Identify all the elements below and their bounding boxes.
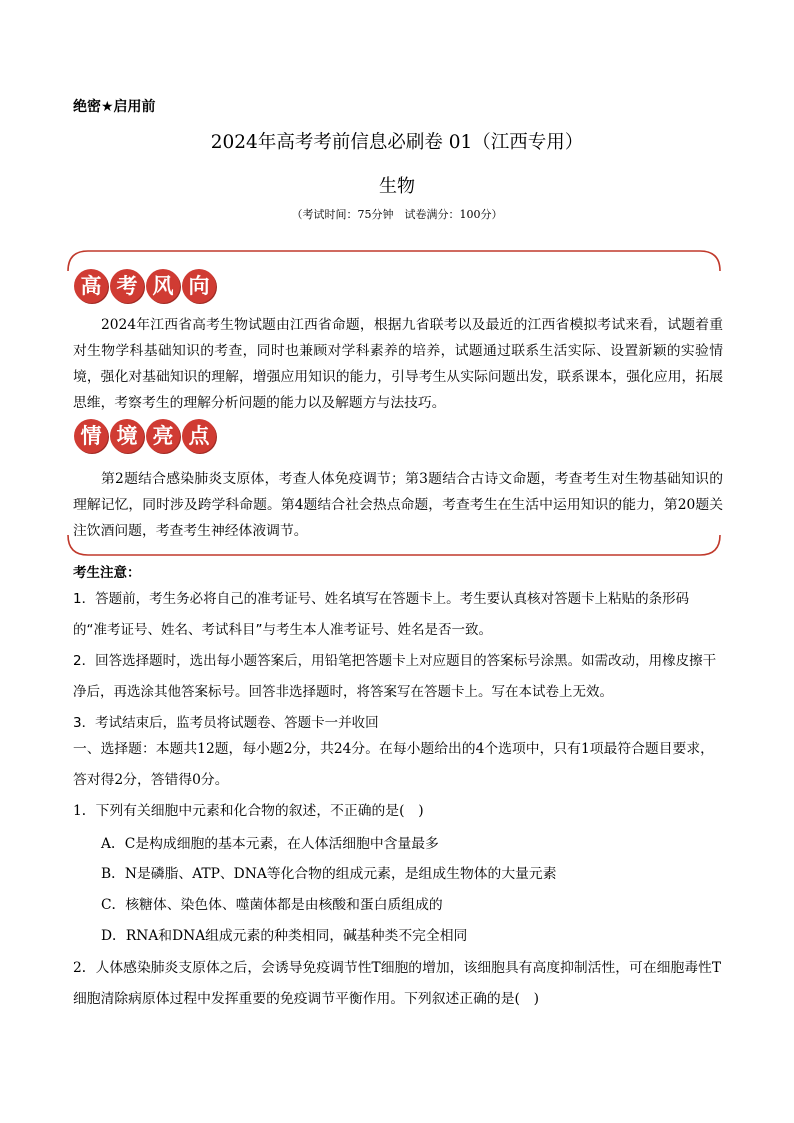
note-2: 2．回答选择题时，选出每小题答案后，用铅笔把答题卡上对应题目的答案标号涂黑。如需改动，用橡皮擦干净后，再选涂其他答案标号。回答非选择题时，将答案写在答题卡上。写在本试卷上无效。	[73, 653, 717, 700]
section-badge-trend	[74, 269, 216, 303]
badge-char: 亮	[146, 419, 180, 453]
question-2-stem: 2．人体感染肺炎支原体之后，会诱导免疫调节性T细胞的增加，该细胞具有高度抑制活性，可在细胞毒性T细胞清除病原体过程中发挥重要的免疫调节平衡作用。下列叙述正确的是( )	[73, 960, 722, 1007]
trend-paragraph: 2024年江西省高考生物试题由江西省命题，根据九省联考以及最近的江西省模拟考试来看，试题着重对生物学科基础知识的考查，同时也兼顾对学科素养的培养，试题通过联系生活实际、设置新颖的实验情境，强化对基础知识的理解，增强应用知识的能力，引导考生从实际问题出发，联系课本，强化应用，拓展思维，考察考生的理解分析问题的能力以及解题方与法技巧。	[73, 317, 723, 411]
badge-char: 点	[182, 419, 216, 453]
section-intro: 一、选择题：本题共12题，每小题2分，共24分。在每小题给出的4个选项中，只有1项最符合题目要求，答对得2分，答错得0分。	[73, 741, 714, 788]
note-3: 3．考试结束后，监考员将试题卷、答题卡一并收回	[73, 715, 379, 731]
question-1-option-c: C．核糖体、染色体、噬菌体都是由核酸和蛋白质组成的	[101, 897, 443, 913]
notes-heading: 考生注意：	[73, 565, 141, 581]
badge-char: 境	[110, 419, 144, 453]
question-1-stem: 1．下列有关细胞中元素和化合物的叙述，不正确的是( )	[73, 803, 424, 819]
question-1-option-d: D．RNA和DNA组成元素的种类相同，碱基种类不完全相同	[101, 928, 468, 944]
subject-title: 生物	[379, 176, 415, 197]
exam-title: 2024年高考考前信息必刷卷 01（江西专用）	[210, 132, 584, 153]
note-1: 1．答题前，考生务必将自己的准考证号、姓名填写在答题卡上。考生要认真核对答题卡上粘贴的条形码的“准考证号、姓名、考试科目”与考生本人准考证号、姓名是否一致。	[73, 591, 690, 638]
exam-info: （考试时间：75分钟 试卷满分：100分）	[291, 208, 503, 221]
badge-char: 情	[74, 419, 108, 453]
confidential-label: 绝密★启用前	[73, 99, 156, 115]
question-1-option-b: B．N是磷脂、ATP、DNA等化合物的组成元素，是组成生物体的大量元素	[101, 866, 557, 882]
badge-char: 高	[74, 269, 108, 303]
section-badge-highlights	[74, 419, 216, 453]
highlights-paragraph: 第2题结合感染肺炎支原体，考查人体免疫调节；第3题结合古诗文命题，考查考生对生物基础知识的理解记忆，同时涉及跨学科命题。第4题结合社会热点命题，考查考生在生活中运用知识的能力，第20题关注饮酒问题，考查考生神经体液调节。	[73, 471, 723, 539]
badge-char: 考	[110, 269, 144, 303]
badge-char: 风	[146, 269, 180, 303]
question-1-option-a: A．C是构成细胞的基本元素，在人体活细胞中含量最多	[101, 836, 439, 852]
badge-char: 向	[182, 269, 216, 303]
